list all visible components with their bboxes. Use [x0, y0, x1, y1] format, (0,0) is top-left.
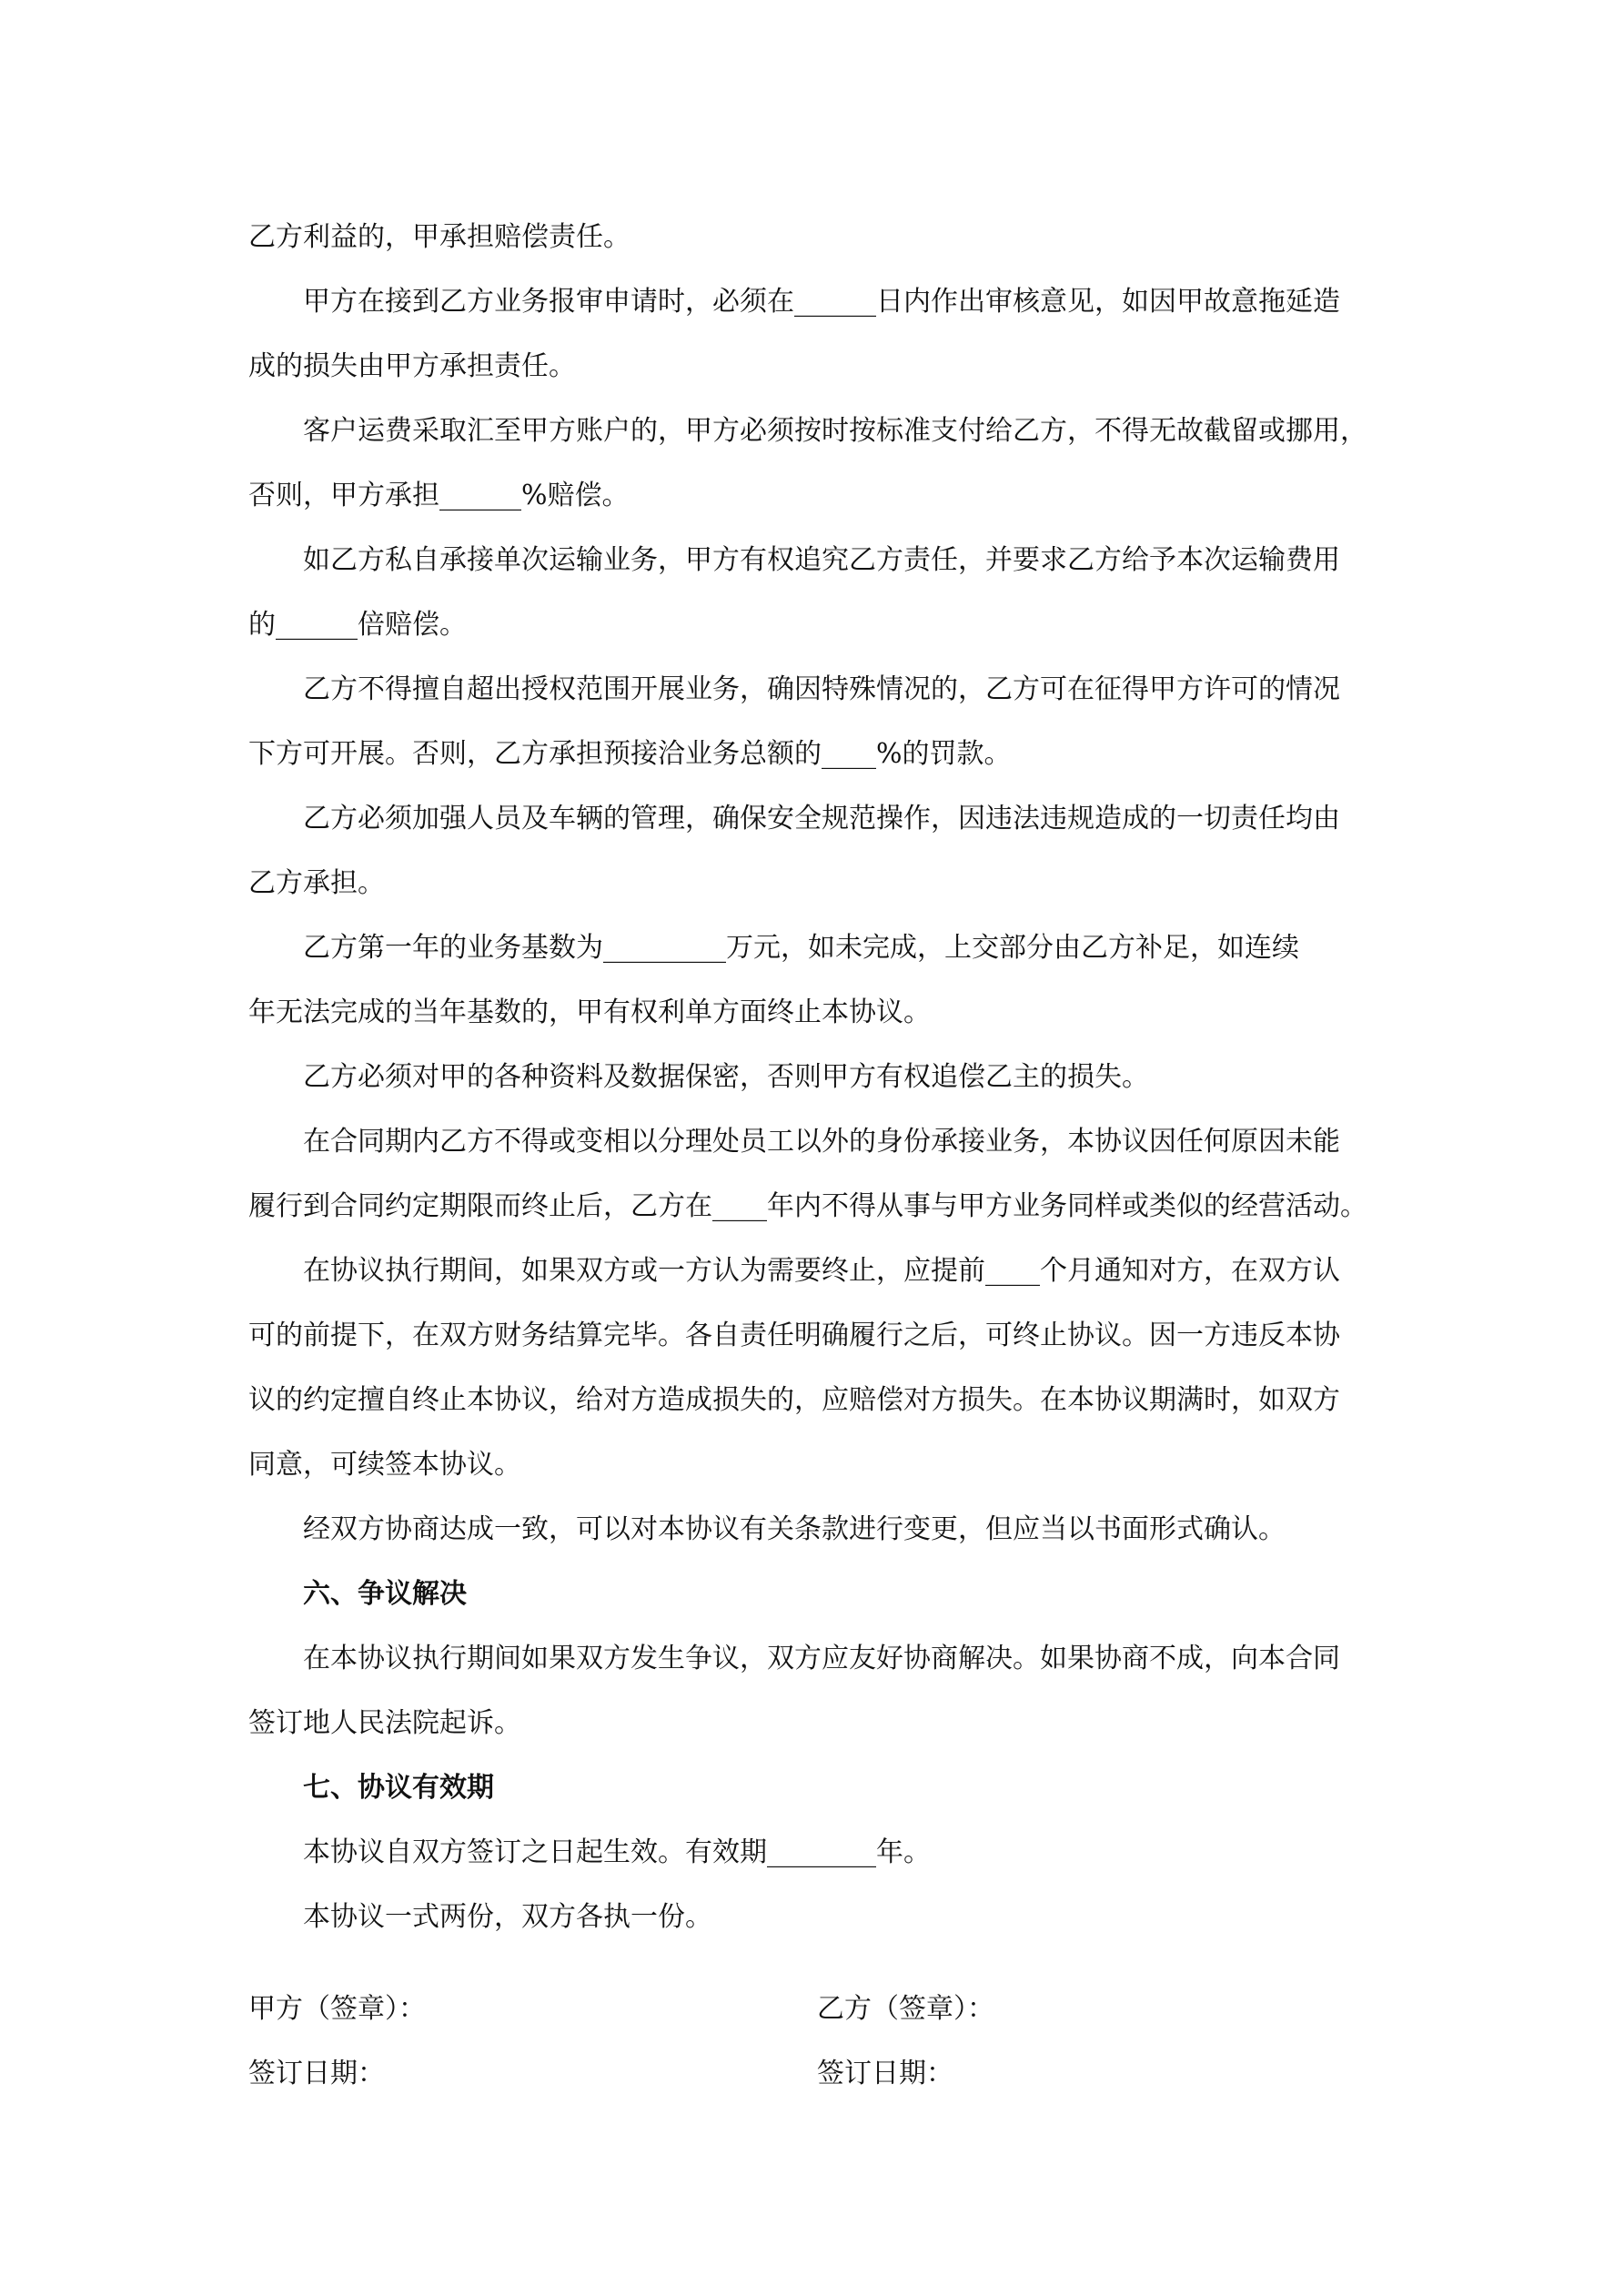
- paragraph-1: [248, 205, 1395, 269]
- paragraph-1-line-1: 乙方利益的，甲承担赔偿责任。: [248, 221, 630, 253]
- paragraph-6-line-1: 乙方必须加强人员及车辆的管理，确保安全规范操作，因违法违规造成的一切责任均由: [303, 803, 1340, 834]
- paragraph-3-line-2: 否则，甲方承担______%赔偿。: [248, 480, 630, 511]
- paragraph-5-line-2: 下方可开展。否则，乙方承担预接洽业务总额的____%的罚款。: [248, 738, 1012, 770]
- paragraph-11: [248, 1497, 1395, 1562]
- paragraph-2-line-2: 成的损失由甲方承担责任。: [248, 350, 576, 382]
- paragraph-3-line-1: 客户运费采取汇至甲方账户的，甲方必须按时按标准支付给乙方，不得无故截留或挪用，: [303, 415, 1367, 447]
- paragraph-5-line-1: 乙方不得擅自超出授权范围开展业务，确因特殊情况的，乙方可在征得甲方许可的情况: [303, 673, 1340, 705]
- paragraph-9-line-2: 履行到合同约定期限而终止后，乙方在____年内不得从事与甲方业务同样或类似的经营活动。: [248, 1190, 1367, 1222]
- paragraph-8: [248, 1045, 1395, 1109]
- section-6-heading: 六、争议解决: [303, 1578, 467, 1610]
- party-b-date-label: 签订日期：: [817, 2058, 953, 2089]
- paragraph-10-line-4: 同意，可续签本协议。: [248, 1449, 521, 1481]
- paragraph-9: [248, 1109, 1395, 1239]
- paragraph-2: [248, 269, 1395, 399]
- paragraph-10-line-2: 可的前提下，在双方财务结算完毕。各自责任明确履行之后，可终止协议。因一方违反本协: [248, 1320, 1340, 1351]
- paragraph-9-line-1: 在合同期内乙方不得或变相以分理处员工以外的身份承接业务，本协议因任何原因未能: [303, 1126, 1340, 1158]
- signature-seal-row: [248, 1977, 1395, 2041]
- paragraph-7-line-2: 年无法完成的当年基数的，甲有权利单方面终止本协议。: [248, 996, 931, 1028]
- paragraph-5: [248, 657, 1395, 786]
- section-7-heading: 七、协议有效期: [303, 1772, 494, 1804]
- paragraph-7: [248, 915, 1395, 1045]
- signature-date-row: [248, 2041, 1395, 2106]
- paragraph-10-line-1: 在协议执行期间，如果双方或一方认为需要终止，应提前____个月通知对方，在双方认: [303, 1255, 1340, 1287]
- paragraph-3: [248, 399, 1395, 528]
- section-7-paragraph-1: [248, 1820, 1395, 1885]
- paragraph-6-line-2: 乙方承担。: [248, 867, 385, 899]
- paragraph-7-line-1: 乙方第一年的业务基数为_________万元，如未完成，上交部分由乙方补足，如连续: [303, 932, 1299, 964]
- paragraph-4: [248, 528, 1395, 657]
- section-7-validity-line: 本协议自双方签订之日起生效。有效期________年。: [303, 1836, 931, 1868]
- paragraph-2-line-1: 甲方在接到乙方业务报审申请时，必须在______日内作出审核意见，如因甲故意拖延造: [303, 286, 1340, 318]
- section-7-paragraph-2: [248, 1885, 1395, 1949]
- paragraph-11-line-1: 经双方协商达成一致，可以对本协议有关条款进行变更，但应当以书面形式确认。: [303, 1513, 1286, 1545]
- paragraph-8-line-1: 乙方必须对甲的各种资料及数据保密，否则甲方有权追偿乙主的损失。: [303, 1061, 1149, 1093]
- document-body: [248, 205, 1395, 1949]
- paragraph-10: [248, 1239, 1395, 1497]
- party-b-seal-label: 乙方（签章）：: [817, 1993, 994, 2025]
- party-a-seal-label: 甲方（签章）：: [248, 1993, 426, 2025]
- section-6-paragraph: [248, 1626, 1395, 1755]
- paragraph-4-line-2: 的______倍赔偿。: [248, 609, 467, 641]
- signature-block: [248, 1977, 1395, 2106]
- party-a-date-label: 签订日期：: [248, 2058, 385, 2089]
- section-7-copies-line: 本协议一式两份，双方各执一份。: [303, 1901, 712, 1933]
- paragraph-6: [248, 786, 1395, 915]
- section-6-line-2: 签订地人民法院起诉。: [248, 1707, 521, 1739]
- paragraph-4-line-1: 如乙方私自承接单次运输业务，甲方有权追究乙方责任，并要求乙方给予本次运输费用: [303, 544, 1340, 576]
- paragraph-10-line-3: 议的约定擅自终止本协议，给对方造成损失的，应赔偿对方损失。在本协议期满时，如双方: [248, 1384, 1340, 1416]
- section-6-line-1: 在本协议执行期间如果双方发生争议，双方应友好协商解决。如果协商不成，向本合同: [303, 1643, 1340, 1674]
